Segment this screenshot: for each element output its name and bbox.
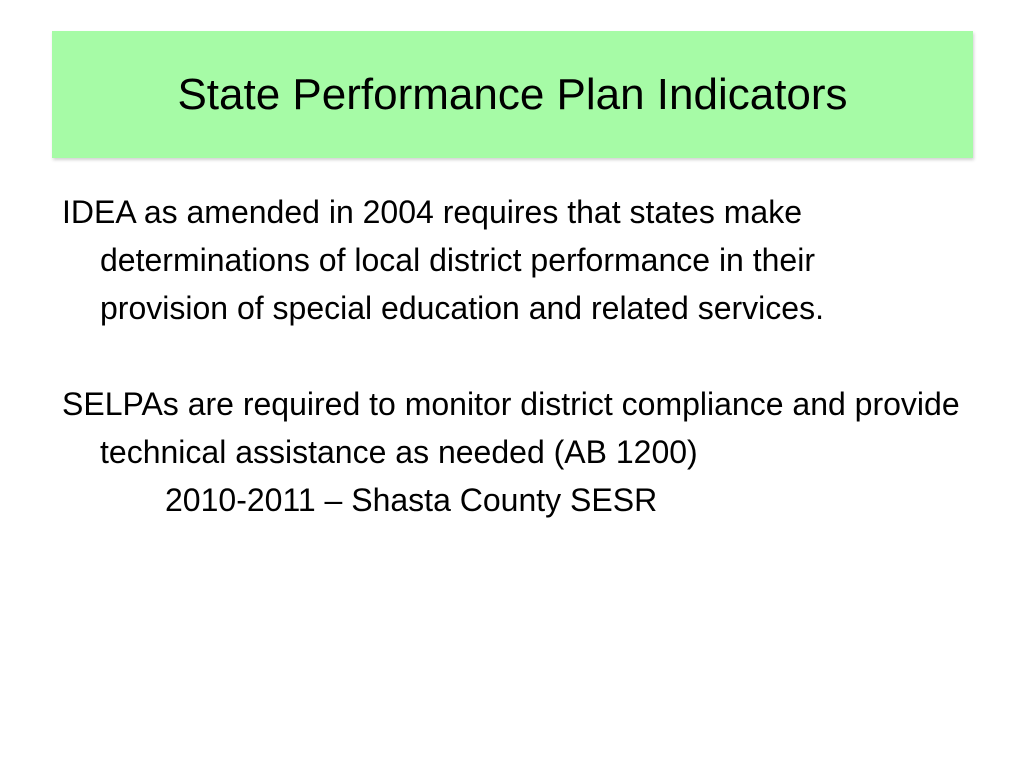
title-banner (52, 31, 973, 158)
body-sub-item: 2010-2011 – Shasta County SESR (165, 482, 658, 518)
body-paragraph-selpa: SELPAs are required to monitor district compliance and provide technical assistance as needed (AB 1200) (62, 386, 960, 470)
slide-title: State Performance Plan Indicators (177, 69, 848, 119)
slide-body (62, 188, 962, 524)
body-paragraph-idea: IDEA as amended in 2004 requires that states make determinations of local district performance in their provision of special education and related services. (62, 194, 824, 326)
